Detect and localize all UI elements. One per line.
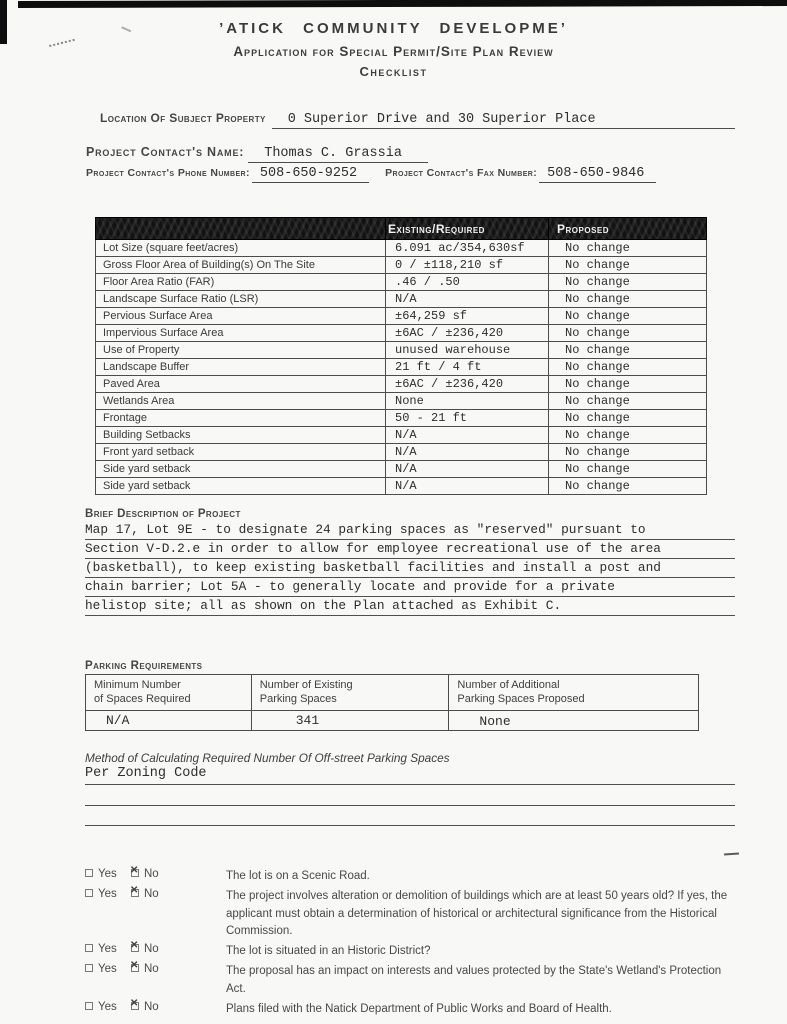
existing-value[interactable]: 6.091 ac/354,630sf <box>386 240 549 257</box>
row-label: Pervious Surface Area <box>96 308 386 325</box>
proposed-value[interactable]: No change <box>549 410 707 427</box>
yes-checkbox[interactable] <box>85 964 93 972</box>
yes-label: Yes <box>98 868 117 880</box>
contact-fax-label: Project Contact's Fax Number: <box>385 167 538 179</box>
table-row <box>96 427 707 444</box>
existing-value[interactable]: N/A <box>386 478 549 495</box>
brief-description-field[interactable] <box>85 521 735 616</box>
no-checkbox-checked[interactable] <box>130 865 139 877</box>
yes-no-questions-section <box>85 865 739 1019</box>
no-option[interactable] <box>130 865 193 886</box>
row-label: Wetlands Area <box>96 393 386 410</box>
no-checkbox-checked[interactable] <box>130 997 139 1010</box>
no-checkbox-checked[interactable] <box>130 884 139 897</box>
contact-phone-label: Project Contact's Phone Number: <box>86 167 250 179</box>
scan-artifact-left-edge <box>0 0 7 44</box>
question-row <box>85 940 739 961</box>
proposed-value[interactable]: No change <box>549 308 707 325</box>
parking-table <box>85 674 699 731</box>
x-mark-icon: ✕ <box>130 997 139 1009</box>
description-line: chain barrier; Lot 5A - to generally locate and provide for a private <box>85 578 735 597</box>
no-label: No <box>144 963 159 976</box>
parking-col-header-line: Number of Additional <box>457 679 560 691</box>
form-subtitle-checklist: Checklist <box>359 64 428 79</box>
proposed-value[interactable]: No change <box>549 444 707 461</box>
row-label: Impervious Surface Area <box>96 325 386 342</box>
existing-value[interactable]: None <box>386 393 549 410</box>
proposed-value[interactable]: No change <box>549 274 707 291</box>
proposed-value[interactable]: No change <box>549 376 707 393</box>
existing-value[interactable]: N/A <box>386 291 549 308</box>
existing-value[interactable]: ±6AC / ±236,420 <box>386 325 549 342</box>
proposed-value[interactable]: No change <box>549 257 707 274</box>
row-label: Landscape Buffer <box>96 359 386 376</box>
contact-phone-field[interactable]: 508-650-9252 <box>252 166 369 183</box>
table-row <box>96 478 707 495</box>
form-title: ’ATICK COMMUNITY DEVELOPME’ <box>219 20 568 37</box>
parking-col-header-line: Parking Spaces <box>259 693 337 705</box>
question-text: The proposal has an impact on interests and values protected by the State's Wetland's Protection Act. <box>226 965 722 995</box>
yes-label: Yes <box>98 943 117 956</box>
description-line: Map 17, Lot 9E - to designate 24 parking spaces as "reserved" pursuant to <box>85 521 735 540</box>
yes-label: Yes <box>98 1000 117 1013</box>
existing-value[interactable]: .46 / .50 <box>386 274 549 291</box>
x-mark-icon: ✕ <box>130 960 139 972</box>
yes-option[interactable] <box>85 963 131 999</box>
parking-col-header-line: Number of Existing <box>259 679 353 691</box>
yes-checkbox[interactable] <box>85 889 93 897</box>
question-row <box>85 884 739 941</box>
row-label: Gross Floor Area of Building(s) On The Site <box>96 257 386 274</box>
brief-description-label: Brief Description of Project <box>85 508 241 520</box>
no-option[interactable] <box>130 997 193 1019</box>
no-option[interactable] <box>130 960 193 999</box>
table-row <box>96 291 707 308</box>
x-mark-icon: ✕ <box>130 884 139 896</box>
x-mark-icon: ✕ <box>130 865 139 876</box>
parking-requirements-section <box>85 660 787 731</box>
parking-col-header-line: Minimum Number <box>94 679 181 691</box>
yes-checkbox[interactable] <box>85 1002 93 1010</box>
blank-fill-line[interactable] <box>85 806 735 826</box>
row-label: Landscape Surface Ratio (LSR) <box>96 291 386 308</box>
yes-label: Yes <box>98 887 117 900</box>
existing-value[interactable]: N/A <box>386 461 549 478</box>
proposed-value[interactable]: No change <box>549 427 707 444</box>
parking-requirements-heading: Parking Requirements <box>85 660 203 672</box>
proposed-value[interactable]: No change <box>549 393 707 410</box>
yes-option[interactable] <box>85 943 131 961</box>
existing-value[interactable]: N/A <box>386 444 549 461</box>
yes-option[interactable] <box>85 888 131 941</box>
scan-artifact-dash <box>724 852 739 855</box>
yes-checkbox[interactable] <box>85 944 93 952</box>
row-label: Frontage <box>96 410 386 427</box>
no-label: No <box>144 1000 159 1013</box>
table-row <box>96 308 707 325</box>
proposed-value[interactable]: No change <box>549 291 707 308</box>
no-option[interactable] <box>130 884 193 941</box>
table-header-row <box>96 218 707 240</box>
proposed-value[interactable]: No change <box>549 325 707 342</box>
method-label: Method of Calculating Required Number Of Off-street Parking Spaces <box>85 751 450 765</box>
no-label: No <box>144 868 159 880</box>
blank-fill-line[interactable] <box>85 785 735 806</box>
existing-value[interactable]: ±64,259 sf <box>386 308 549 325</box>
location-field[interactable]: 0 Superior Drive and 30 Superior Place <box>272 112 735 129</box>
brief-description-section <box>85 508 735 616</box>
yes-checkbox[interactable] <box>85 869 93 877</box>
contact-name-label: Project Contact's Name: <box>86 145 245 159</box>
proposed-value[interactable]: No change <box>549 461 707 478</box>
table-row <box>96 257 707 274</box>
existing-value[interactable]: ±6AC / ±236,420 <box>386 376 549 393</box>
table-row <box>96 444 707 461</box>
min-spaces-required-value[interactable]: N/A <box>86 711 252 731</box>
no-label: No <box>144 943 159 956</box>
proposed-value[interactable]: No change <box>549 342 707 359</box>
contact-name-field[interactable]: Thomas C. Grassia <box>248 146 428 163</box>
row-label: Use of Property <box>96 342 386 359</box>
row-label: Side yard setback <box>96 461 386 478</box>
no-option[interactable] <box>130 940 193 961</box>
parking-col-header <box>86 675 252 711</box>
existing-value[interactable]: 0 / ±118,210 sf <box>386 257 549 274</box>
method-of-calculating-section <box>85 751 735 826</box>
table-row <box>96 393 707 410</box>
parking-col-header-line: Parking Spaces Proposed <box>457 693 585 705</box>
row-label: Front yard setback <box>96 444 386 461</box>
row-label: Building Setbacks <box>96 427 386 444</box>
dimensional-requirements-table <box>95 217 707 495</box>
table-row <box>96 376 707 393</box>
row-label: Lot Size (square feet/acres) <box>96 240 386 257</box>
form-subtitle: Application for Special Permit/Site Plan Review <box>233 44 554 59</box>
table-row <box>96 410 707 427</box>
table-row <box>96 359 707 376</box>
description-line: Section V-D.2.e in order to allow for employee recreational use of the area <box>85 540 735 559</box>
contact-fax-field[interactable]: 508-650-9846 <box>539 166 656 183</box>
question-row <box>85 960 739 999</box>
existing-spaces-value[interactable]: 341 <box>251 711 449 731</box>
question-row <box>85 865 739 886</box>
row-label: Paved Area <box>96 376 386 393</box>
table-row <box>96 274 707 291</box>
table-row <box>96 325 707 342</box>
yes-option[interactable] <box>85 868 131 886</box>
question-text: The project involves alteration or demolition of buildings which are at least 50 years old? If yes, the applicant must obtain a determination of historical or architectural significance from the Historical Commission. <box>226 889 728 938</box>
existing-value[interactable]: unused warehouse <box>386 342 549 359</box>
parking-col-header <box>449 675 699 711</box>
row-label: Side yard setback <box>96 478 386 495</box>
no-label: No <box>144 887 159 900</box>
yes-option[interactable] <box>85 1001 131 1019</box>
additional-spaces-value[interactable]: None <box>449 711 699 731</box>
table-row <box>96 240 707 257</box>
location-label: Location Of Subject Property <box>100 111 266 125</box>
row-label: Floor Area Ratio (FAR) <box>96 274 386 291</box>
form-header <box>0 0 787 79</box>
parking-col-header-line: of Spaces Required <box>94 693 191 705</box>
existing-value[interactable]: 50 - 21 ft <box>386 410 549 427</box>
existing-value[interactable]: N/A <box>386 427 549 444</box>
description-line: helistop site; all as shown on the Plan attached as Exhibit C. <box>85 597 735 616</box>
contact-fields <box>86 111 735 183</box>
question-text: The lot is situated in an Historic District? <box>226 945 431 958</box>
no-checkbox-checked[interactable] <box>130 940 139 952</box>
table-row <box>96 342 707 359</box>
yes-label: Yes <box>98 963 117 976</box>
method-field[interactable]: Per Zoning Code <box>85 765 735 785</box>
proposed-value[interactable]: No change <box>549 359 707 376</box>
x-mark-icon: ✕ <box>130 940 139 952</box>
no-checkbox-checked[interactable] <box>130 960 139 972</box>
question-text: Plans filed with the Natick Department of Public Works and Board of Health. <box>226 1002 612 1015</box>
parking-col-header <box>251 675 449 711</box>
description-line: (basketball), to keep existing basketball facilities and install a post and <box>85 559 735 578</box>
existing-required-header: Existing/Required <box>386 218 549 240</box>
proposed-header: Proposed <box>549 218 707 240</box>
parking-header-row <box>86 675 699 711</box>
question-row <box>85 997 739 1019</box>
proposed-value[interactable]: No change <box>549 240 707 257</box>
blank-header-cell <box>96 218 386 240</box>
table-row <box>96 461 707 478</box>
existing-value[interactable]: 21 ft / 4 ft <box>386 359 549 376</box>
proposed-value[interactable]: No change <box>549 478 707 495</box>
question-text: The lot is on a Scenic Road. <box>226 870 370 882</box>
parking-values-row <box>86 711 699 731</box>
